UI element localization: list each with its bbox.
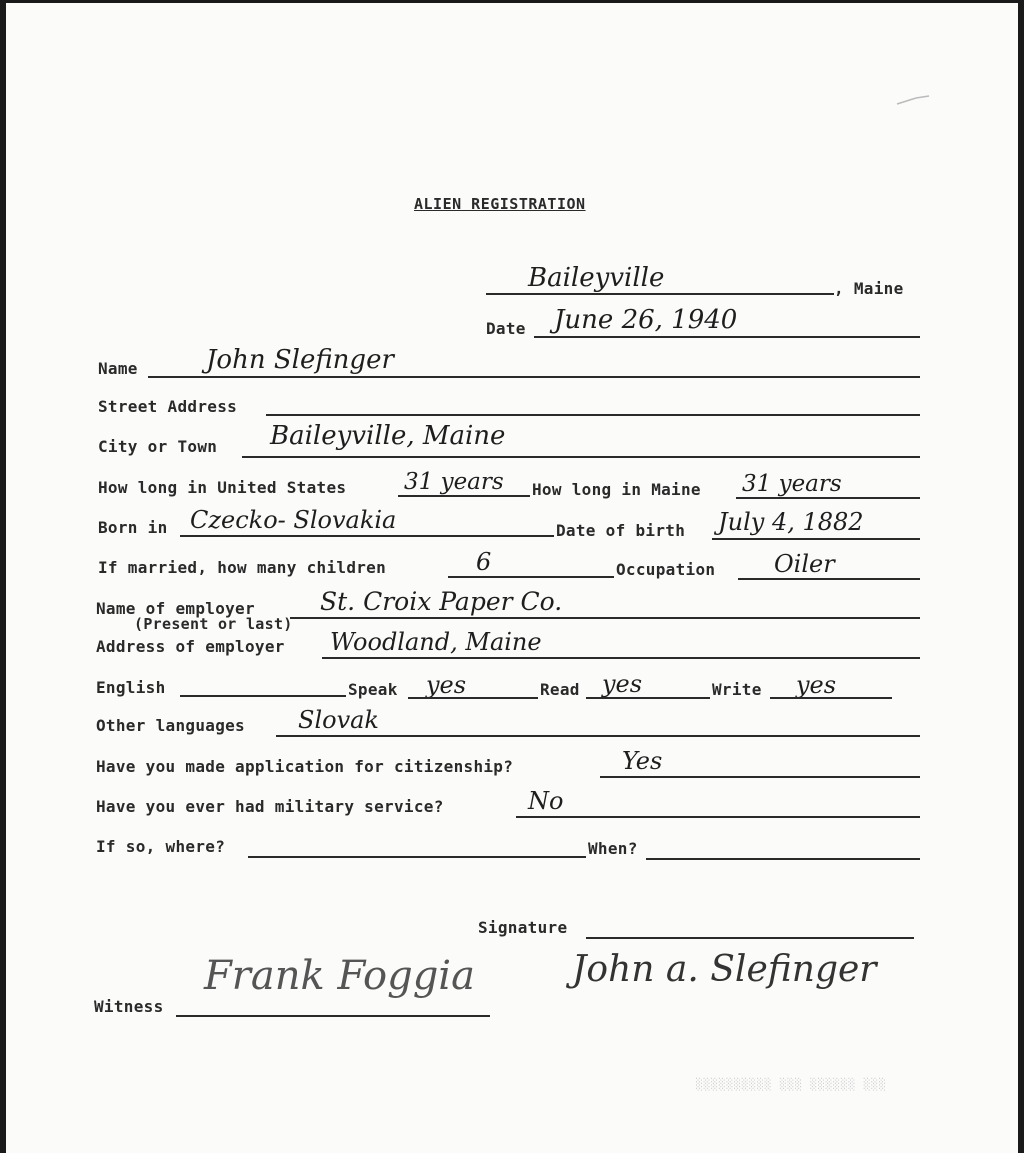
name-value: John Slefinger: [206, 345, 394, 375]
how-long-us-value: 31 years: [404, 469, 504, 495]
occupation-label: Occupation: [616, 560, 716, 579]
how-long-maine-value: 31 years: [742, 471, 842, 497]
date-value: June 26, 1940: [554, 305, 738, 335]
read-label: Read: [540, 680, 580, 699]
state-label: , Maine: [834, 279, 904, 298]
how-long-maine-line: [736, 497, 920, 499]
pencil-mark-icon: [896, 95, 930, 105]
english-line: [180, 695, 346, 697]
write-label: Write: [712, 680, 762, 699]
citizenship-line: [600, 776, 920, 778]
born-value: Czecko- Slovakia: [190, 506, 397, 534]
speak-value: yes: [426, 671, 467, 699]
military-label: Have you ever had military service?: [96, 797, 444, 816]
born-line: [180, 535, 554, 537]
employer-sub-label: (Present or last): [134, 615, 293, 633]
signature-line: [586, 937, 914, 939]
witness-signature: Frank Foggia: [204, 953, 475, 999]
children-line: [448, 576, 614, 578]
employer-address-label: Address of employer: [96, 637, 285, 656]
how-long-maine-label: How long in Maine: [532, 480, 701, 499]
date-line: [534, 336, 920, 338]
employer-address-value: Woodland, Maine: [330, 628, 542, 656]
speak-line: [408, 697, 538, 699]
town-value: Baileyville: [528, 263, 665, 293]
write-value: yes: [796, 671, 837, 699]
citizenship-value: Yes: [622, 747, 663, 775]
city-label: City or Town: [98, 437, 218, 456]
faded-stamp: ░░░░░░░░░░ ░░░ ░░░░░░ ░░░: [696, 1078, 887, 1091]
witness-label: Witness: [94, 997, 164, 1016]
where-label: If so, where?: [96, 837, 226, 856]
speak-label: Speak: [348, 680, 398, 699]
military-value: No: [528, 787, 564, 815]
citizenship-label: Have you made application for citizenship?: [96, 757, 514, 776]
occupation-value: Oiler: [774, 550, 835, 578]
street-line: [266, 414, 920, 416]
read-value: yes: [602, 670, 643, 698]
street-label: Street Address: [98, 397, 238, 416]
born-label: Born in: [98, 518, 168, 537]
when-line: [646, 858, 920, 860]
dob-label: Date of birth: [556, 521, 686, 540]
employer-value: St. Croix Paper Co.: [320, 587, 563, 616]
where-line: [248, 856, 586, 858]
form-title: ALIEN REGISTRATION: [414, 195, 586, 213]
employer-label: Name of employer: [96, 599, 255, 618]
english-label: English: [96, 678, 166, 697]
when-label: When?: [588, 839, 638, 858]
other-languages-label: Other languages: [96, 716, 245, 735]
occupation-line: [738, 578, 920, 580]
how-long-us-line: [398, 495, 530, 497]
employer-address-line: [322, 657, 920, 659]
other-languages-value: Slovak: [298, 706, 379, 734]
how-long-us-label: How long in United States: [98, 478, 347, 497]
name-line: [148, 376, 920, 378]
town-line: [486, 293, 834, 295]
dob-value: July 4, 1882: [718, 508, 864, 536]
city-line: [242, 456, 920, 458]
employer-line: [290, 617, 920, 619]
children-label: If married, how many children: [98, 558, 387, 577]
dob-line: [712, 538, 920, 540]
name-label: Name: [98, 359, 138, 378]
write-line: [770, 697, 892, 699]
city-value: Baileyville, Maine: [270, 421, 506, 451]
other-languages-line: [276, 735, 920, 737]
military-line: [516, 816, 920, 818]
date-label: Date: [486, 319, 526, 338]
children-value: 6: [476, 548, 492, 576]
read-line: [586, 697, 710, 699]
witness-line: [176, 1015, 490, 1017]
signature-label: Signature: [478, 918, 568, 937]
signature-value: John a. Slefinger: [572, 949, 877, 990]
